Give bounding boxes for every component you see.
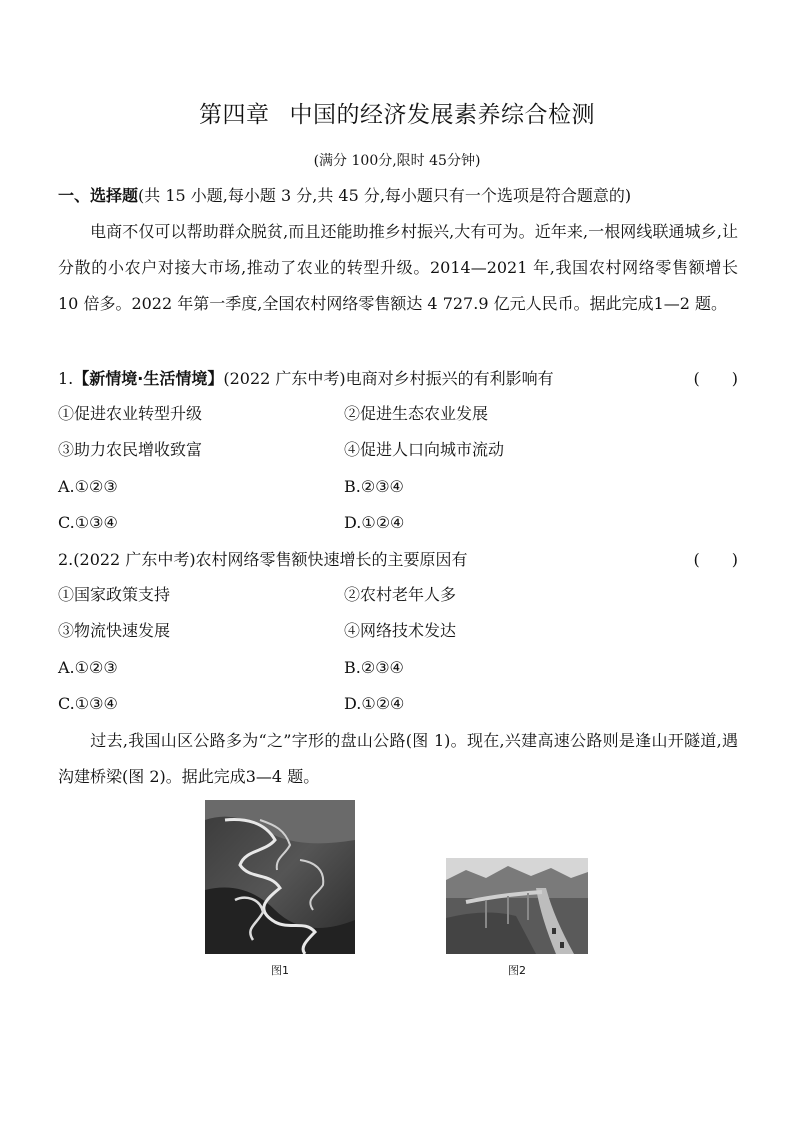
q1-item-3: ③助力农民增收致富 [58, 440, 203, 459]
q1-choice-b[interactable]: B.②③④ [344, 477, 404, 496]
figure-1-mountain-road-photo [205, 800, 355, 954]
q1-item-1: ①促进农业转型升级 [58, 404, 203, 423]
figure-2-caption: 图2 [508, 964, 526, 977]
q2-item-2: ②农村老年人多 [344, 585, 457, 604]
passage-1-text: 电商不仅可以帮助群众脱贫,而且还能助推乡村振兴,大有可为。近年来,一根网线联通城乡,让分散的小农户对接大市场,推动了农业的转型升级。2014—2021 年,我国农村网络零售额增长 10 倍多。2022 年第一季度,全国农村网络零售额达 4 727.9 亿元人民币。据此完成1—2 题。 [58, 222, 738, 313]
question-2-stem: (2022 广东中考)农村网络零售额快速增长的主要原因有 [73, 550, 468, 569]
chapter-label: 第四章 [199, 102, 270, 128]
q2-item-3: ③物流快速发展 [58, 621, 171, 640]
q2-choice-c[interactable]: C.①③④ [58, 694, 118, 713]
q2-choice-d[interactable]: D.①②④ [344, 694, 405, 713]
question-2-number: 2. [58, 550, 74, 569]
answer-blank-2[interactable]: ( ) [693, 550, 738, 569]
question-1-number: 1. [58, 369, 74, 388]
section-title: 一、选择题 [58, 186, 139, 205]
q2-choice-b[interactable]: B.②③④ [344, 658, 404, 677]
question-2 [58, 548, 738, 572]
passage-1 [58, 214, 738, 322]
q1-choice-c[interactable]: C.①③④ [58, 513, 118, 532]
q1-choice-a[interactable]: A.①②③ [58, 477, 118, 496]
page-title [0, 96, 794, 129]
question-1-tag: 【新情境·生活情境】 [73, 369, 224, 388]
passage-2 [58, 723, 738, 795]
exam-subtitle: (满分 100分,限时 45分钟) [313, 153, 481, 169]
q1-item-4: ④促进人口向城市流动 [344, 440, 505, 459]
q1-item-2: ②促进生态农业发展 [344, 404, 489, 423]
section-heading [58, 183, 631, 206]
figure-1-caption: 图1 [271, 964, 289, 977]
figure-2-highway-bridge-photo [446, 858, 588, 954]
q1-choice-d[interactable]: D.①②④ [344, 513, 405, 532]
answer-blank-1[interactable]: ( ) [693, 369, 738, 388]
passage-2-text: 过去,我国山区公路多为“之”字形的盘山公路(图 1)。现在,兴建高速公路则是逢山开隧道,遇沟建桥梁(图 2)。据此完成3—4 题。 [58, 731, 738, 786]
question-1-stem: (2022 广东中考)电商对乡村振兴的有利影响有 [223, 369, 554, 388]
section-note: (共 15 小题,每小题 3 分,共 45 分,每小题只有一个选项是符合题意的) [138, 186, 632, 205]
chapter-title: 中国的经济发展素养综合检测 [289, 102, 595, 128]
q2-item-1: ①国家政策支持 [58, 585, 171, 604]
q2-choice-a[interactable]: A.①②③ [58, 658, 118, 677]
question-1 [58, 367, 738, 391]
q2-item-4: ④网络技术发达 [344, 621, 457, 640]
